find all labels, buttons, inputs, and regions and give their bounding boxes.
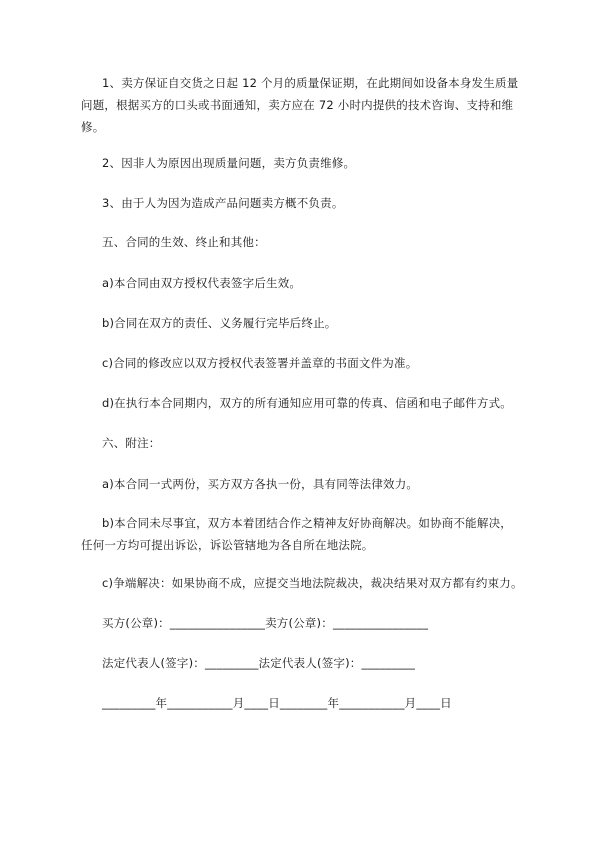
clause-effect-b: b)合同在双方的责任、义务履行完毕后终止。 [102, 316, 337, 330]
clause-notes-b: b)本合同未尽事宜，双方本着团结合作之精神友好协商解决。如协商不能解决，任何一方均可提出诉讼，诉讼管辖地为各自所在地法院。 [81, 516, 512, 552]
clause-effect-d: d)在执行本合同期内，双方的所有通知应用可靠的传真、信函和电子邮件方式。 [102, 396, 512, 410]
section-heading-notes: 六、附注： [102, 436, 161, 450]
signature-date-line: _________年___________月____日________年___________月____日 [102, 696, 452, 710]
signature-seal-line: 买方(公章)：________________卖方(公章)：________________ [102, 616, 429, 630]
clause-human-cause: 3、由于人为因为造成产品问题卖方概不负责。 [102, 196, 344, 210]
clause-effect-c: c)合同的修改应以双方授权代表签署并盖章的书面文件为准。 [102, 356, 418, 370]
signature-representative-line: 法定代表人(签字)：_________法定代表人(签字)：_________ [102, 656, 416, 670]
clause-effect-a: a)本合同由双方授权代表签字后生效。 [102, 276, 302, 290]
section-heading-effect-termination: 五、合同的生效、终止和其他： [102, 235, 266, 249]
clause-notes-a: a)本合同一式两份，买方双方各执一份，具有同等法律效力。 [102, 477, 419, 491]
clause-non-human-cause: 2、因非人为原因出现质量问题，卖方负责维修。 [102, 156, 356, 170]
clause-notes-c: c)争端解决：如果协商不成，应提交当地法院裁决，裁决结果对双方都有约束力。 [102, 576, 523, 590]
clause-warranty: 1、卖方保证自交货之日起 12 个月的质量保证期，在此期间如设备本身发生质量问题，根据买方的口头或书面通知，卖方应在 72 小时内提供的技术咨询、支持和维修。 [81, 76, 519, 134]
